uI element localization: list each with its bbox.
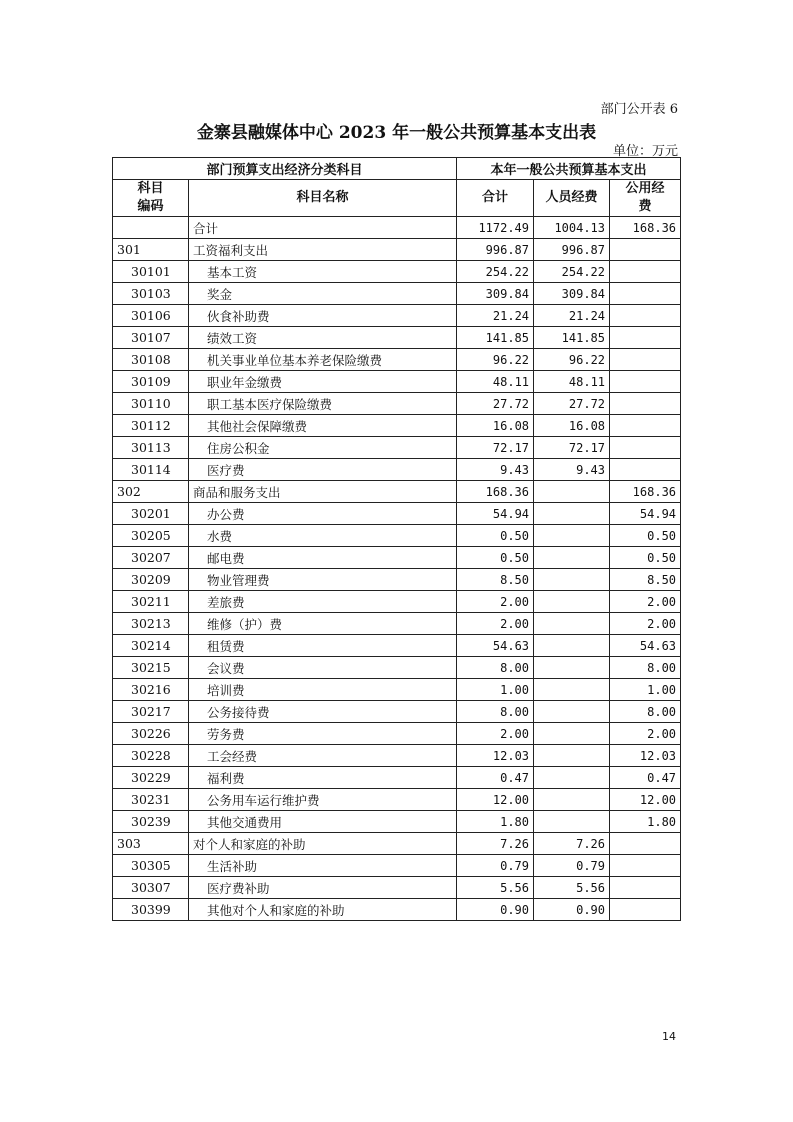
cell-subject-name: 机关事业单位基本养老保险缴费	[189, 349, 457, 371]
cell-subject-code: 30110	[113, 393, 189, 415]
cell-public-expense	[610, 833, 681, 855]
cell-personnel-expense: 96.22	[534, 349, 610, 371]
cell-total: 8.50	[457, 569, 534, 591]
cell-subject-code: 30216	[113, 679, 189, 701]
table-row	[113, 701, 681, 723]
header-basic-expenditure: 本年一般公共预算基本支出	[457, 158, 681, 180]
cell-subject-code: 30226	[113, 723, 189, 745]
cell-personnel-expense	[534, 569, 610, 591]
cell-personnel-expense: 9.43	[534, 459, 610, 481]
cell-total: 0.90	[457, 899, 534, 921]
table-row	[113, 261, 681, 283]
header-total: 合计	[457, 180, 534, 217]
cell-subject-code: 30211	[113, 591, 189, 613]
cell-public-expense	[610, 415, 681, 437]
page-number: 14	[662, 1030, 676, 1043]
cell-subject-name: 差旅费	[189, 591, 457, 613]
cell-public-expense: 8.00	[610, 657, 681, 679]
cell-subject-code: 30229	[113, 767, 189, 789]
cell-total: 1172.49	[457, 217, 534, 239]
table-header-group-row	[113, 158, 681, 180]
cell-subject-code: 30214	[113, 635, 189, 657]
cell-personnel-expense: 309.84	[534, 283, 610, 305]
cell-personnel-expense	[534, 503, 610, 525]
table-row	[113, 657, 681, 679]
budget-table	[112, 157, 681, 921]
cell-public-expense: 54.94	[610, 503, 681, 525]
cell-subject-name: 办公费	[189, 503, 457, 525]
cell-subject-code: 302	[113, 481, 189, 503]
cell-public-expense: 54.63	[610, 635, 681, 657]
cell-total: 16.08	[457, 415, 534, 437]
header-subject-code: 科目 编码	[113, 180, 189, 217]
cell-personnel-expense	[534, 613, 610, 635]
table-row	[113, 393, 681, 415]
table-row	[113, 613, 681, 635]
cell-personnel-expense	[534, 811, 610, 833]
cell-total: 0.50	[457, 547, 534, 569]
cell-subject-name: 其他对个人和家庭的补助	[189, 899, 457, 921]
cell-total: 96.22	[457, 349, 534, 371]
cell-total: 9.43	[457, 459, 534, 481]
table-row	[113, 459, 681, 481]
cell-subject-name: 公务用车运行维护费	[189, 789, 457, 811]
header-subject-name: 科目名称	[189, 180, 457, 217]
cell-subject-name: 职工基本医疗保险缴费	[189, 393, 457, 415]
cell-subject-name: 福利费	[189, 767, 457, 789]
table-row	[113, 855, 681, 877]
cell-public-expense: 2.00	[610, 723, 681, 745]
cell-personnel-expense	[534, 745, 610, 767]
cell-subject-code: 30209	[113, 569, 189, 591]
table-row	[113, 525, 681, 547]
header-public-expense: 公用经 费	[610, 180, 681, 217]
cell-subject-code: 30201	[113, 503, 189, 525]
cell-subject-name: 生活补助	[189, 855, 457, 877]
cell-personnel-expense	[534, 525, 610, 547]
cell-personnel-expense: 996.87	[534, 239, 610, 261]
cell-personnel-expense	[534, 789, 610, 811]
cell-public-expense: 1.80	[610, 811, 681, 833]
cell-personnel-expense	[534, 481, 610, 503]
cell-subject-code: 30113	[113, 437, 189, 459]
cell-subject-code: 301	[113, 239, 189, 261]
cell-public-expense	[610, 349, 681, 371]
cell-total: 12.03	[457, 745, 534, 767]
cell-personnel-expense	[534, 767, 610, 789]
cell-personnel-expense	[534, 635, 610, 657]
cell-total: 21.24	[457, 305, 534, 327]
table-row	[113, 591, 681, 613]
cell-total: 8.00	[457, 701, 534, 723]
cell-personnel-expense: 16.08	[534, 415, 610, 437]
cell-total: 141.85	[457, 327, 534, 349]
cell-subject-name: 工会经费	[189, 745, 457, 767]
cell-personnel-expense: 5.56	[534, 877, 610, 899]
cell-public-expense: 8.00	[610, 701, 681, 723]
table-row	[113, 767, 681, 789]
cell-subject-name: 工资福利支出	[189, 239, 457, 261]
cell-subject-name: 住房公积金	[189, 437, 457, 459]
cell-subject-name: 维修（护）费	[189, 613, 457, 635]
cell-subject-name: 伙食补助费	[189, 305, 457, 327]
cell-subject-code: 303	[113, 833, 189, 855]
cell-subject-code: 30205	[113, 525, 189, 547]
table-row	[113, 745, 681, 767]
cell-subject-name: 商品和服务支出	[189, 481, 457, 503]
cell-public-expense	[610, 283, 681, 305]
cell-personnel-expense: 7.26	[534, 833, 610, 855]
cell-public-expense: 168.36	[610, 217, 681, 239]
cell-personnel-expense	[534, 591, 610, 613]
cell-total: 1.00	[457, 679, 534, 701]
cell-personnel-expense: 0.90	[534, 899, 610, 921]
cell-subject-code: 30108	[113, 349, 189, 371]
cell-personnel-expense	[534, 547, 610, 569]
cell-subject-code: 30231	[113, 789, 189, 811]
cell-subject-name: 奖金	[189, 283, 457, 305]
table-row	[113, 327, 681, 349]
cell-personnel-expense: 48.11	[534, 371, 610, 393]
cell-public-expense	[610, 327, 681, 349]
cell-personnel-expense: 27.72	[534, 393, 610, 415]
header-personnel-expense: 人员经费	[534, 180, 610, 217]
cell-subject-code: 30305	[113, 855, 189, 877]
cell-total: 0.79	[457, 855, 534, 877]
cell-personnel-expense	[534, 657, 610, 679]
table-header-column-row	[113, 180, 681, 217]
cell-subject-name: 对个人和家庭的补助	[189, 833, 457, 855]
cell-subject-name: 合计	[189, 217, 457, 239]
table-row	[113, 833, 681, 855]
cell-total: 27.72	[457, 393, 534, 415]
cell-subject-name: 劳务费	[189, 723, 457, 745]
cell-subject-name: 培训费	[189, 679, 457, 701]
cell-public-expense	[610, 261, 681, 283]
cell-public-expense	[610, 877, 681, 899]
cell-total: 2.00	[457, 613, 534, 635]
cell-total: 54.63	[457, 635, 534, 657]
cell-subject-name: 公务接待费	[189, 701, 457, 723]
cell-subject-name: 物业管理费	[189, 569, 457, 591]
table-row	[113, 503, 681, 525]
cell-total: 2.00	[457, 723, 534, 745]
table-row	[113, 481, 681, 503]
cell-subject-code: 30112	[113, 415, 189, 437]
cell-subject-name: 绩效工资	[189, 327, 457, 349]
table-row	[113, 899, 681, 921]
cell-total: 5.56	[457, 877, 534, 899]
cell-public-expense	[610, 855, 681, 877]
table-row	[113, 437, 681, 459]
cell-subject-code: 30307	[113, 877, 189, 899]
cell-total: 48.11	[457, 371, 534, 393]
cell-subject-code: 30106	[113, 305, 189, 327]
table-row	[113, 217, 681, 239]
cell-total: 8.00	[457, 657, 534, 679]
cell-subject-code: 30114	[113, 459, 189, 481]
cell-public-expense	[610, 899, 681, 921]
cell-subject-code: 30215	[113, 657, 189, 679]
cell-public-expense: 168.36	[610, 481, 681, 503]
table-row	[113, 547, 681, 569]
table-row	[113, 877, 681, 899]
cell-public-expense	[610, 393, 681, 415]
table-row	[113, 305, 681, 327]
cell-subject-code	[113, 217, 189, 239]
cell-personnel-expense	[534, 701, 610, 723]
cell-personnel-expense: 254.22	[534, 261, 610, 283]
cell-total: 0.47	[457, 767, 534, 789]
table-row	[113, 789, 681, 811]
cell-subject-name: 职业年金缴费	[189, 371, 457, 393]
cell-total: 309.84	[457, 283, 534, 305]
table-row	[113, 371, 681, 393]
cell-total: 996.87	[457, 239, 534, 261]
cell-subject-code: 30217	[113, 701, 189, 723]
cell-subject-name: 医疗费	[189, 459, 457, 481]
unit-label: 单位：万元	[612, 144, 678, 159]
table-row	[113, 723, 681, 745]
cell-public-expense: 2.00	[610, 591, 681, 613]
cell-personnel-expense	[534, 679, 610, 701]
cell-total: 2.00	[457, 591, 534, 613]
table-row	[113, 679, 681, 701]
cell-subject-code: 30207	[113, 547, 189, 569]
header-econ-classification: 部门预算支出经济分类科目	[113, 158, 457, 180]
cell-total: 1.80	[457, 811, 534, 833]
cell-public-expense: 1.00	[610, 679, 681, 701]
cell-public-expense	[610, 371, 681, 393]
cell-public-expense: 0.50	[610, 547, 681, 569]
cell-subject-code: 30109	[113, 371, 189, 393]
cell-personnel-expense: 72.17	[534, 437, 610, 459]
cell-subject-code: 30107	[113, 327, 189, 349]
cell-total: 54.94	[457, 503, 534, 525]
cell-subject-name: 其他社会保障缴费	[189, 415, 457, 437]
cell-subject-code: 30103	[113, 283, 189, 305]
table-row	[113, 811, 681, 833]
cell-total: 168.36	[457, 481, 534, 503]
table-row	[113, 349, 681, 371]
cell-public-expense: 2.00	[610, 613, 681, 635]
page-title: 金寨县融媒体中心 2023 年一般公共预算基本支出表	[196, 123, 597, 143]
table-row	[113, 635, 681, 657]
table-row	[113, 415, 681, 437]
cell-public-expense: 0.50	[610, 525, 681, 547]
cell-total: 7.26	[457, 833, 534, 855]
cell-personnel-expense: 1004.13	[534, 217, 610, 239]
cell-total: 72.17	[457, 437, 534, 459]
cell-subject-code: 30239	[113, 811, 189, 833]
cell-subject-code: 30213	[113, 613, 189, 635]
cell-public-expense	[610, 459, 681, 481]
cell-subject-name: 水费	[189, 525, 457, 547]
cell-subject-name: 医疗费补助	[189, 877, 457, 899]
cell-public-expense	[610, 239, 681, 261]
table-row	[113, 239, 681, 261]
table-row	[113, 569, 681, 591]
cell-public-expense: 0.47	[610, 767, 681, 789]
cell-subject-name: 基本工资	[189, 261, 457, 283]
cell-subject-name: 会议费	[189, 657, 457, 679]
cell-total: 254.22	[457, 261, 534, 283]
table-row	[113, 283, 681, 305]
table-number: 部门公开表 6	[600, 102, 678, 117]
cell-subject-name: 其他交通费用	[189, 811, 457, 833]
cell-subject-code: 30101	[113, 261, 189, 283]
cell-public-expense	[610, 437, 681, 459]
cell-personnel-expense: 141.85	[534, 327, 610, 349]
table-body	[113, 217, 681, 921]
cell-total: 12.00	[457, 789, 534, 811]
cell-subject-name: 租赁费	[189, 635, 457, 657]
cell-subject-name: 邮电费	[189, 547, 457, 569]
cell-total: 0.50	[457, 525, 534, 547]
cell-public-expense	[610, 305, 681, 327]
cell-personnel-expense: 0.79	[534, 855, 610, 877]
cell-subject-code: 30228	[113, 745, 189, 767]
cell-public-expense: 12.00	[610, 789, 681, 811]
cell-public-expense: 12.03	[610, 745, 681, 767]
cell-personnel-expense: 21.24	[534, 305, 610, 327]
cell-public-expense: 8.50	[610, 569, 681, 591]
cell-personnel-expense	[534, 723, 610, 745]
cell-subject-code: 30399	[113, 899, 189, 921]
